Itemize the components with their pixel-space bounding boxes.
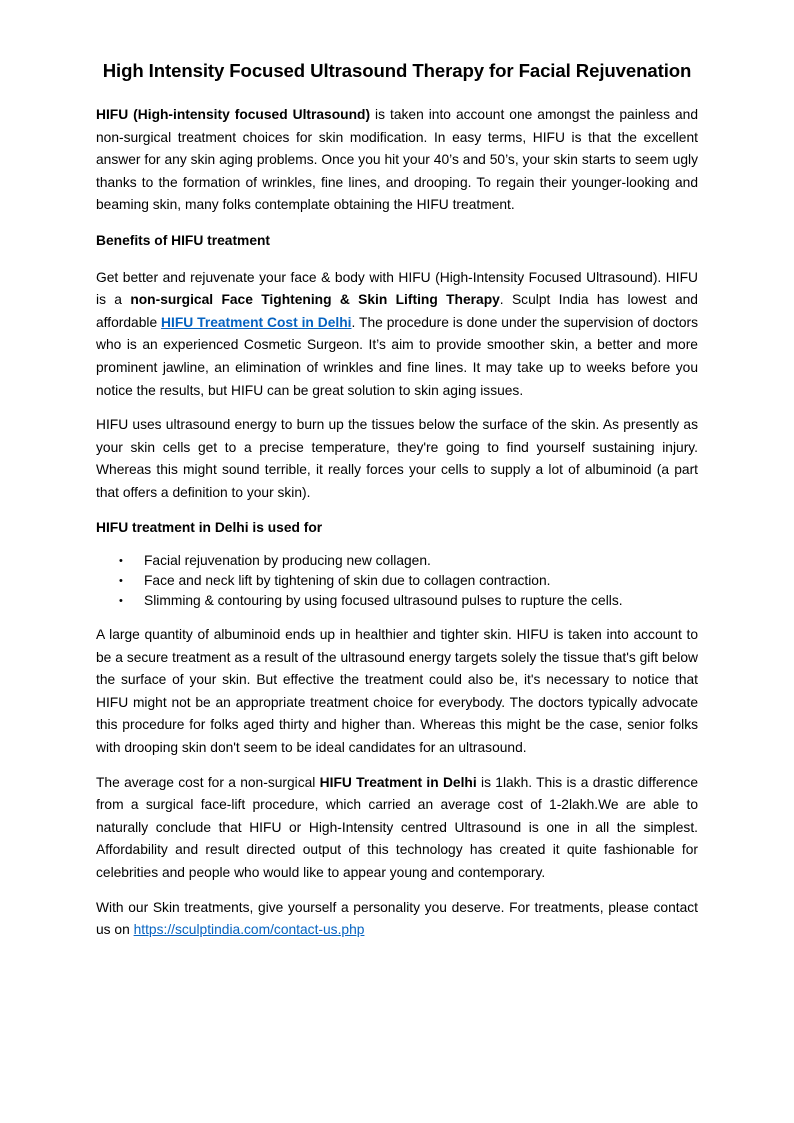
bullet-icon: •: [119, 575, 123, 588]
bullet-icon: •: [119, 595, 123, 608]
benefits-paragraph: [96, 267, 698, 403]
bullet-icon: •: [119, 555, 123, 568]
cost-text-1: The average cost for a non-surgical: [96, 774, 320, 790]
benefits-text-2: . Sculpt India has lowest and affordable: [96, 292, 698, 330]
cost-text-2: is 1lakh. This is a drastic difference from a surgical face-lift procedure, which carried an average cost of 1-2lakh.We are able to naturally conclude that HIFU or High-Intensity centred Ultrasound is one in all the simplest. Affordability and result directed output of this technology has created it quite fashionable for celebrities and people who would like to appear young and contemporary.: [96, 774, 699, 881]
uses-list: [96, 551, 698, 611]
safety-paragraph: A large quantity of albuminoid ends up in healthier and tighter skin. HIFU is taken into account to be a secure treatment as a result of the ultrasound energy targets solely the tissue that's gift below the surface of your skin. But effective the treatment could also be, it's necessary to notice that HIFU might not be an appropriate treatment choice for everybody. The doctors typically advocate this procedure for folks aged thirty and higher than. Whereas this might be the case, senior folks with drooping skin don't seem to be ideal candidates for an ultrasound.: [96, 627, 698, 756]
contact-link[interactable]: https://sculptindia.com/contact-us.php: [133, 922, 365, 938]
list-item: [119, 571, 698, 591]
document-page: [96, 56, 698, 954]
hifu-cost-link[interactable]: HIFU Treatment Cost in Delhi: [161, 314, 352, 330]
page-title: High Intensity Focused Ultrasound Therapy for Facial Rejuvenation: [102, 60, 692, 81]
benefits-text-1: Get better and rejuvenate your face & body with HIFU (High-Intensity Focused Ultrasound). HIFU is a: [96, 269, 698, 308]
cost-paragraph: [96, 772, 698, 885]
benefits-heading: Benefits of HIFU treatment: [96, 232, 271, 248]
list-item-text: Slimming & contouring by using focused ultrasound pulses to rupture the cells.: [144, 593, 623, 609]
list-item-text: Facial rejuvenation by producing new collagen.: [144, 553, 431, 569]
intro-bold-lead: HIFU (High-intensity focused Ultrasound): [96, 107, 371, 122]
benefits-bold-therapy: non-surgical Face Tightening & Skin Lifting Therapy: [130, 292, 500, 308]
closing-paragraph: [96, 897, 698, 942]
intro-paragraph: [96, 104, 698, 217]
list-item: [119, 591, 698, 611]
uses-heading: HIFU treatment in Delhi is used for: [96, 519, 323, 535]
intro-text: is taken into account one amongst the painless and non-surgical treatment choices for skin modification. In easy terms, HIFU is that the excellent answer for any skin aging problems. Once you hit your 40’s and 50’s, your skin starts to seem ugly thanks to the formation of wrinkles, fine lines, and drooping. To regain their younger-looking and beaming skin, many folks contemplate obtaining the HIFU treatment.: [96, 107, 698, 213]
cost-bold-treatment: HIFU Treatment in Delhi: [319, 774, 477, 790]
list-item: [119, 551, 698, 571]
closing-text: With our Skin treatments, give yourself a personality you deserve. For treatments, please contact us on: [96, 899, 698, 938]
list-item-text: Face and neck lift by tightening of skin due to collagen contraction.: [144, 573, 551, 589]
benefits-text-3: . The procedure is done under the supervision of doctors who is an experienced Cosmetic Surgeon. It’s aim to provide smoother skin, a better and more prominent jawline, an elimination of wrinkles and fine lines. It may take up to weeks before you notice the results, but HIFU can be great solution to skin aging issues.: [96, 314, 698, 398]
ultrasound-paragraph: HIFU uses ultrasound energy to burn up the tissues below the surface of the skin. As presently as your skin cells get to a precise temperature, they're going to find yourself sustaining injury. Whereas this might sound terrible, it really forces your cells to supply a lot of albuminoid (a part that offers a definition to your skin).: [96, 417, 698, 500]
